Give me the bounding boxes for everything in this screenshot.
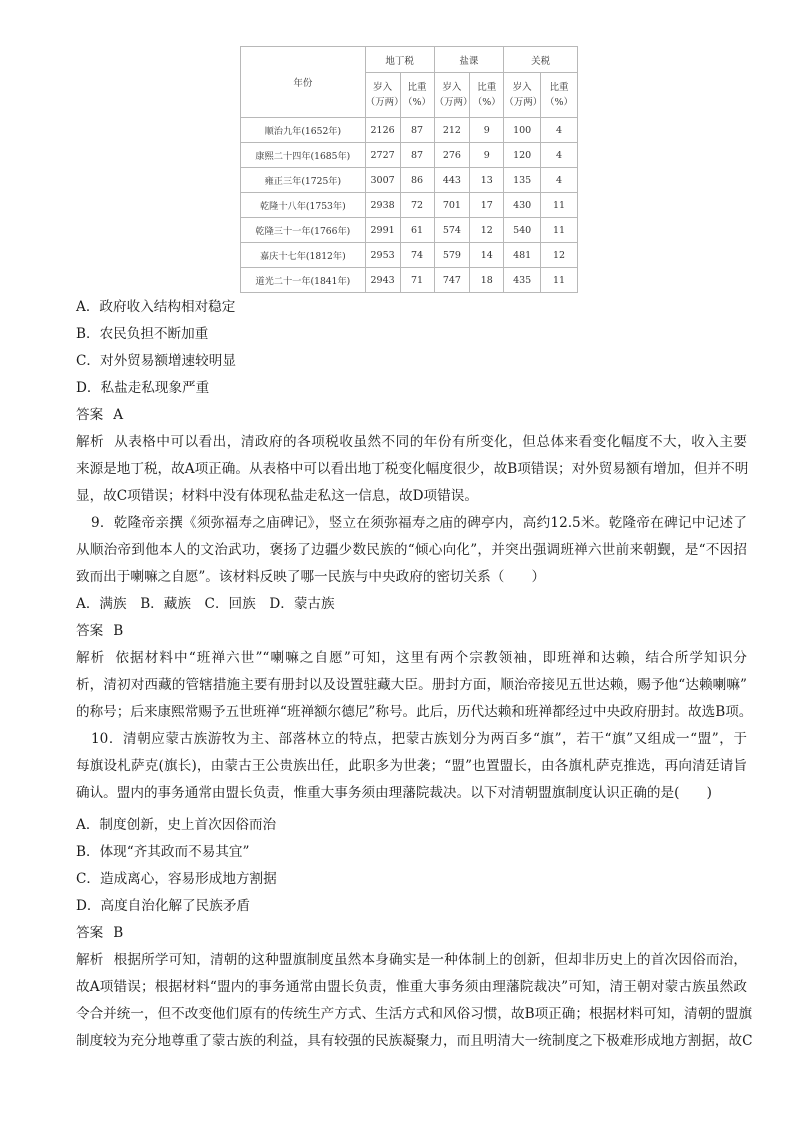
cell: 87 xyxy=(400,143,434,168)
cell: 4 xyxy=(541,143,578,168)
cell: 2991 xyxy=(365,218,400,243)
q8-analysis-line-3: 显，故C项错误；材料中没有体现私盐走私这一信息，故D项错误。 xyxy=(76,488,478,504)
group-header-salt-tax: 盐课 xyxy=(434,47,504,73)
col-header-year: 年份 xyxy=(241,47,366,118)
q10-analysis-line-3: 令合并统一，但不改变他们原有的传统生产方式、生活方式和风俗习惯，故B项正确；根据材料可知，清朝的盟旗 xyxy=(76,1006,753,1022)
q8-answer: 答案 A xyxy=(76,407,124,423)
cell: 61 xyxy=(400,218,434,243)
cell: 87 xyxy=(400,118,434,143)
q9-analysis-line-3: 的称号；后来康熙常赐予五世班禅“班禅额尔德尼”称号。此后，历代达赖和班禅都经过中央政府册封。故选B项。 xyxy=(76,704,753,720)
table-row xyxy=(241,243,578,268)
tax-revenue-table xyxy=(240,46,578,293)
cell-year: 道光二十一年(1841年) xyxy=(241,268,366,293)
cell: 4 xyxy=(541,118,578,143)
cell: 13 xyxy=(470,168,504,193)
q8-option-b: B．农民负担不断加重 xyxy=(76,326,209,342)
cell: 540 xyxy=(504,218,541,243)
q10-answer: 答案 B xyxy=(76,925,124,941)
table-row xyxy=(241,193,578,218)
q10-stem-line-1: 10．清朝应蒙古族游牧为主、部落林立的特点，把蒙古族划分为两百多“旗”，若干“旗”又组成一“盟”，于 xyxy=(91,731,747,747)
cell: 212 xyxy=(434,118,470,143)
cell: 276 xyxy=(434,143,470,168)
cell: 74 xyxy=(400,243,434,268)
q9-stem-line-3: 致而出于喇嘛之自愿”。该材料反映了哪一民族与中央政府的密切关系（ ） xyxy=(76,569,546,585)
cell-year: 乾隆十八年(1753年) xyxy=(241,193,366,218)
cell: 701 xyxy=(434,193,470,218)
q8-analysis-line-1: 解析 从表格中可以看出，清政府的各项税收虽然不同的年份有所变化，但总体来看变化幅度不大，收入主要 xyxy=(76,434,748,450)
cell: 11 xyxy=(541,268,578,293)
cell: 12 xyxy=(470,218,504,243)
cell: 2126 xyxy=(365,118,400,143)
cell: 579 xyxy=(434,243,470,268)
sub-header-ratio: 比重 （%） xyxy=(470,73,504,118)
q9-options: A．满族 B．藏族 C．回族 D．蒙古族 xyxy=(76,596,335,612)
cell: 11 xyxy=(541,193,578,218)
sub-header-ratio: 比重 （%） xyxy=(400,73,434,118)
cell: 574 xyxy=(434,218,470,243)
q10-analysis-line-4: 制度较为充分地尊重了蒙古族的利益，具有较强的民族凝聚力，而且明清大一统制度之下极难形成地方割据，故C xyxy=(76,1033,753,1049)
cell: 14 xyxy=(470,243,504,268)
cell: 11 xyxy=(541,218,578,243)
cell: 100 xyxy=(504,118,541,143)
cell: 135 xyxy=(504,168,541,193)
q10-analysis-line-1: 解析 根据所学可知，清朝的这种盟旗制度虽然本身确实是一种体制上的创新，但却非历史上的首次因俗而治， xyxy=(76,952,748,968)
table-header-row xyxy=(241,47,578,73)
cell-year: 顺治九年(1652年) xyxy=(241,118,366,143)
cell: 4 xyxy=(541,168,578,193)
group-header-land-tax: 地丁税 xyxy=(365,47,434,73)
cell: 430 xyxy=(504,193,541,218)
q9-answer: 答案 B xyxy=(76,623,124,639)
group-header-customs: 关税 xyxy=(504,47,578,73)
cell: 72 xyxy=(400,193,434,218)
cell-year: 康熙二十四年(1685年) xyxy=(241,143,366,168)
cell-year: 嘉庆十七年(1812年) xyxy=(241,243,366,268)
q10-stem-line-3: 确认。盟内的事务通常由盟长负责，惟重大事务须由理藩院裁决。以下对清朝盟旗制度认识正确的是( ) xyxy=(76,785,712,801)
cell: 86 xyxy=(400,168,434,193)
cell: 435 xyxy=(504,268,541,293)
cell-year: 乾隆三十一年(1766年) xyxy=(241,218,366,243)
cell: 17 xyxy=(470,193,504,218)
cell: 747 xyxy=(434,268,470,293)
sub-header-ratio: 比重 （%） xyxy=(541,73,578,118)
cell: 9 xyxy=(470,118,504,143)
cell: 2953 xyxy=(365,243,400,268)
q10-option-b: B．体现“齐其政而不易其宜” xyxy=(76,844,250,860)
q10-option-d: D．高度自治化解了民族矛盾 xyxy=(76,898,251,914)
q9-analysis-line-2: 析，清初对西藏的管辖措施主要有册封以及设置驻藏大臣。册封方面，顺治帝接见五世达赖，赐予他“达赖喇嘛” xyxy=(76,677,747,693)
sub-header-income: 岁入 （万两） xyxy=(504,73,541,118)
table-row xyxy=(241,168,578,193)
table-row xyxy=(241,268,578,293)
cell: 18 xyxy=(470,268,504,293)
cell: 71 xyxy=(400,268,434,293)
cell: 481 xyxy=(504,243,541,268)
q9-stem-line-2: 从顺治帝到他本人的文治武功，褒扬了边疆少数民族的“倾心向化”，并突出强调班禅六世前来朝觐，是“不因招 xyxy=(76,542,747,558)
sub-header-income: 岁入 （万两） xyxy=(434,73,470,118)
table-row xyxy=(241,218,578,243)
q8-option-c: C．对外贸易额增速较明显 xyxy=(76,353,236,369)
sub-header-income: 岁入 （万两） xyxy=(365,73,400,118)
q10-option-a: A．制度创新，史上首次因俗而治 xyxy=(76,817,277,833)
cell: 2938 xyxy=(365,193,400,218)
cell: 2943 xyxy=(365,268,400,293)
q10-stem-line-2: 每旗设札萨克(旗长)，由蒙古王公贵族出任，此职多为世袭；“盟”也置盟长，由各旗札萨克推选，再向清廷请旨 xyxy=(76,758,747,774)
q8-analysis-line-2: 来源是地丁税，故A项正确。从表格中可以看出地丁税变化幅度很少，故B项错误；对外贸易额有增加，但并不明 xyxy=(76,461,749,477)
cell: 12 xyxy=(541,243,578,268)
cell: 2727 xyxy=(365,143,400,168)
tax-table-container xyxy=(240,46,578,293)
cell: 3007 xyxy=(365,168,400,193)
q8-option-d: D．私盐走私现象严重 xyxy=(76,380,210,396)
table-row xyxy=(241,143,578,168)
q9-stem-line-1: 9．乾隆帝亲撰《须弥福寿之庙碑记》，竖立在须弥福寿之庙的碑亭内，高约12.5米。乾隆帝在碑记中记述了 xyxy=(91,515,747,531)
cell: 120 xyxy=(504,143,541,168)
q9-analysis-line-1: 解析 依据材料中“班禅六世”“喇嘛之自愿”可知，这里有两个宗教领袖，即班禅和达赖，结合所学知识分 xyxy=(76,650,748,666)
q8-option-a: A．政府收入结构相对稳定 xyxy=(76,299,236,315)
q10-analysis-line-2: 故A项错误；根据材料“盟内的事务通常由盟长负责，惟重大事务须由理藩院裁决”可知，清王朝对蒙古族虽然政 xyxy=(76,979,747,995)
cell: 443 xyxy=(434,168,470,193)
cell-year: 雍正三年(1725年) xyxy=(241,168,366,193)
cell: 9 xyxy=(470,143,504,168)
table-row xyxy=(241,118,578,143)
q10-option-c: C．造成离心，容易形成地方割据 xyxy=(76,871,277,887)
